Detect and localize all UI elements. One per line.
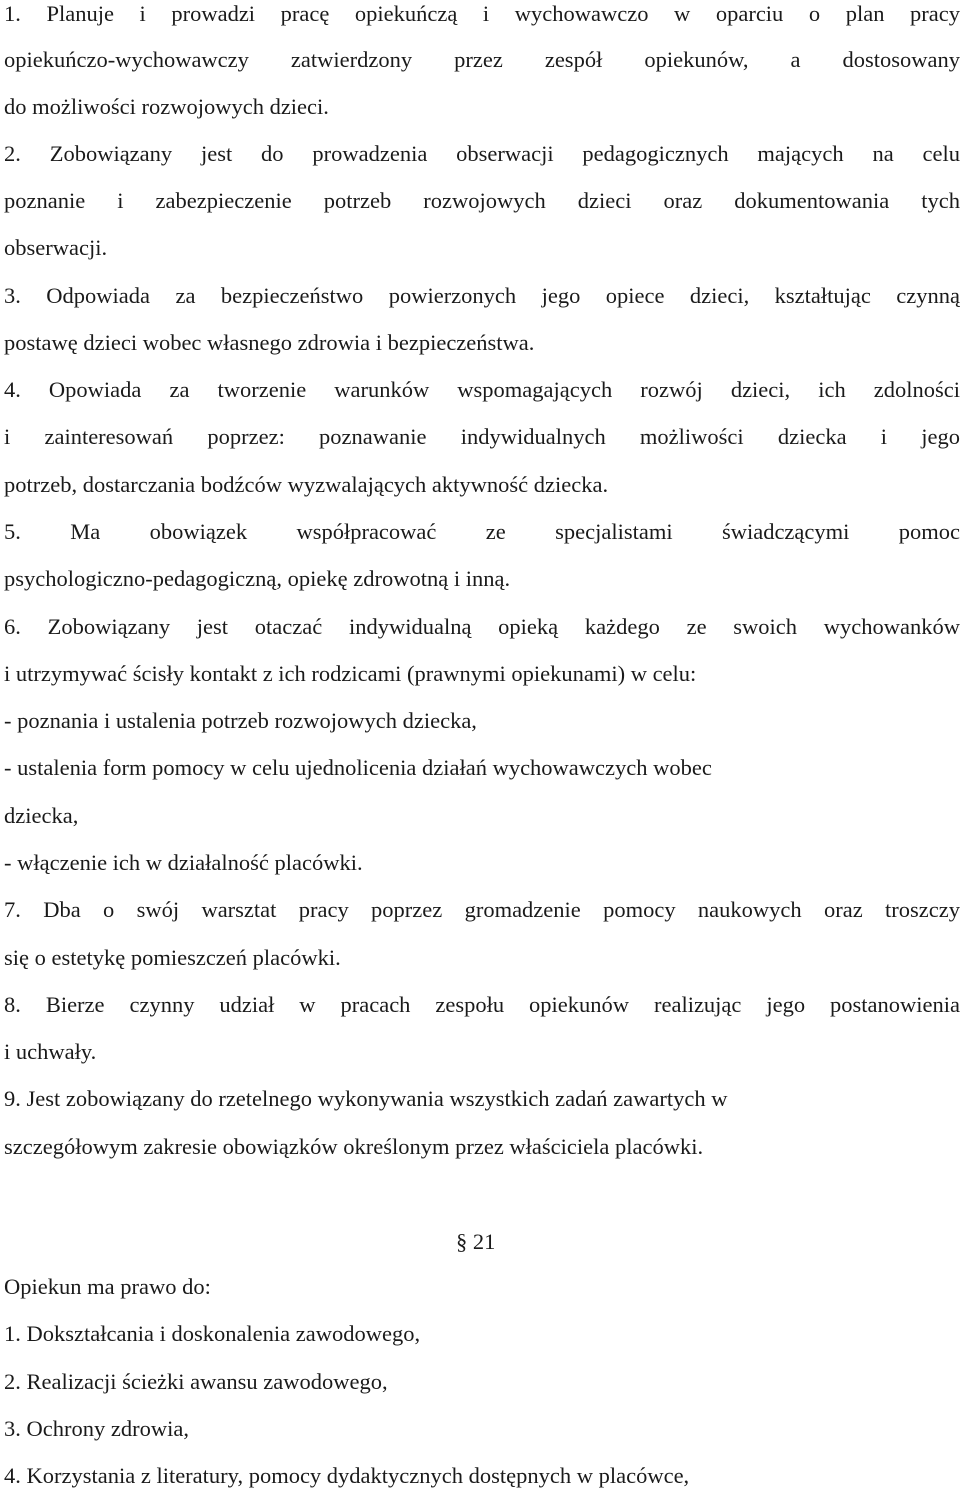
duty-1-line-3: do możliwości rozwojowych dzieci. xyxy=(4,94,329,119)
duty-7-line-2: się o estetykę pomieszczeń placówki. xyxy=(4,945,341,970)
duty-3-line-2: postawę dzieci wobec własnego zdrowia i bezpieczeństwa. xyxy=(4,330,535,355)
duty-4-line-3: potrzeb, dostarczania bodźców wyzwalających aktywność dziecka. xyxy=(4,472,609,497)
duty-9-line-2: szczegółowym zakresie obowiązków określonym przez właściciela placówki. xyxy=(4,1134,704,1159)
duty-1-line-2: opiekuńczo-wychowawczy zatwierdzony przez zespół opiekunów, a dostosowany xyxy=(4,47,960,72)
right-item-2: 2. Realizacji ścieżki awansu zawodowego, xyxy=(4,1369,388,1394)
section-heading: § 21 xyxy=(456,1229,496,1254)
duty-6-line-1: 6. Zobowiązany jest otaczać indywidualną opieką każdego ze swoich wychowanków xyxy=(4,614,960,639)
duty-8-line-1: 8. Bierze czynny udział w pracach zespołu opiekunów realizując jego postanowienia xyxy=(4,992,960,1017)
right-item-1: 1. Dokształcania i doskonalenia zawodowego, xyxy=(4,1321,421,1346)
duty-8-line-2: i uchwały. xyxy=(4,1039,97,1064)
duty-2-line-3: obserwacji. xyxy=(4,235,108,260)
duty-6-line-4: - ustalenia form pomocy w celu ujednolicenia działań wychowawczych wobec xyxy=(4,755,712,780)
duty-1-line-1: 1. Planuje i prowadzi pracę opiekuńczą i wychowawczo w oparciu o plan pracy xyxy=(4,1,960,26)
duty-4-line-1: 4. Opowiada za tworzenie warunków wspomagających rozwój dzieci, ich zdolności xyxy=(4,377,960,402)
right-item-4: 4. Korzystania z literatury, pomocy dydaktycznych dostępnych w placówce, xyxy=(4,1463,690,1488)
duty-6-line-6: - włączenie ich w działalność placówki. xyxy=(4,850,363,875)
duty-2-line-2: poznanie i zabezpieczenie potrzeb rozwojowych dzieci oraz dokumentowania tych xyxy=(4,188,960,213)
duty-4-line-2: i zainteresowań poprzez: poznawanie indywidualnych możliwości dziecka i jego xyxy=(4,424,960,449)
duty-9-line-1: 9. Jest zobowiązany do rzetelnego wykonywania wszystkich zadań zawartych w xyxy=(4,1086,728,1111)
duty-6-line-2: i utrzymywać ścisły kontakt z ich rodzicami (prawnymi opiekunami) w celu: xyxy=(4,661,697,686)
duty-3-line-1: 3. Odpowiada za bezpieczeństwo powierzonych jego opiece dzieci, kształtując czynną xyxy=(4,283,960,308)
rights-intro: Opiekun ma prawo do: xyxy=(4,1274,211,1299)
duty-5-line-2: psychologiczno-pedagogiczną, opiekę zdrowotną i inną. xyxy=(4,566,511,591)
duty-6-line-3: - poznania i ustalenia potrzeb rozwojowych dziecka, xyxy=(4,708,477,733)
duty-6-line-5: dziecka, xyxy=(4,803,79,828)
duty-2-line-1: 2. Zobowiązany jest do prowadzenia obserwacji pedagogicznych mających na celu xyxy=(4,141,960,166)
duty-7-line-1: 7. Dba o swój warsztat pracy poprzez gromadzenie pomocy naukowych oraz troszczy xyxy=(4,897,960,922)
right-item-3: 3. Ochrony zdrowia, xyxy=(4,1416,189,1441)
duty-5-line-1: 5. Ma obowiązek współpracować ze specjalistami świadczącymi pomoc xyxy=(4,519,960,544)
